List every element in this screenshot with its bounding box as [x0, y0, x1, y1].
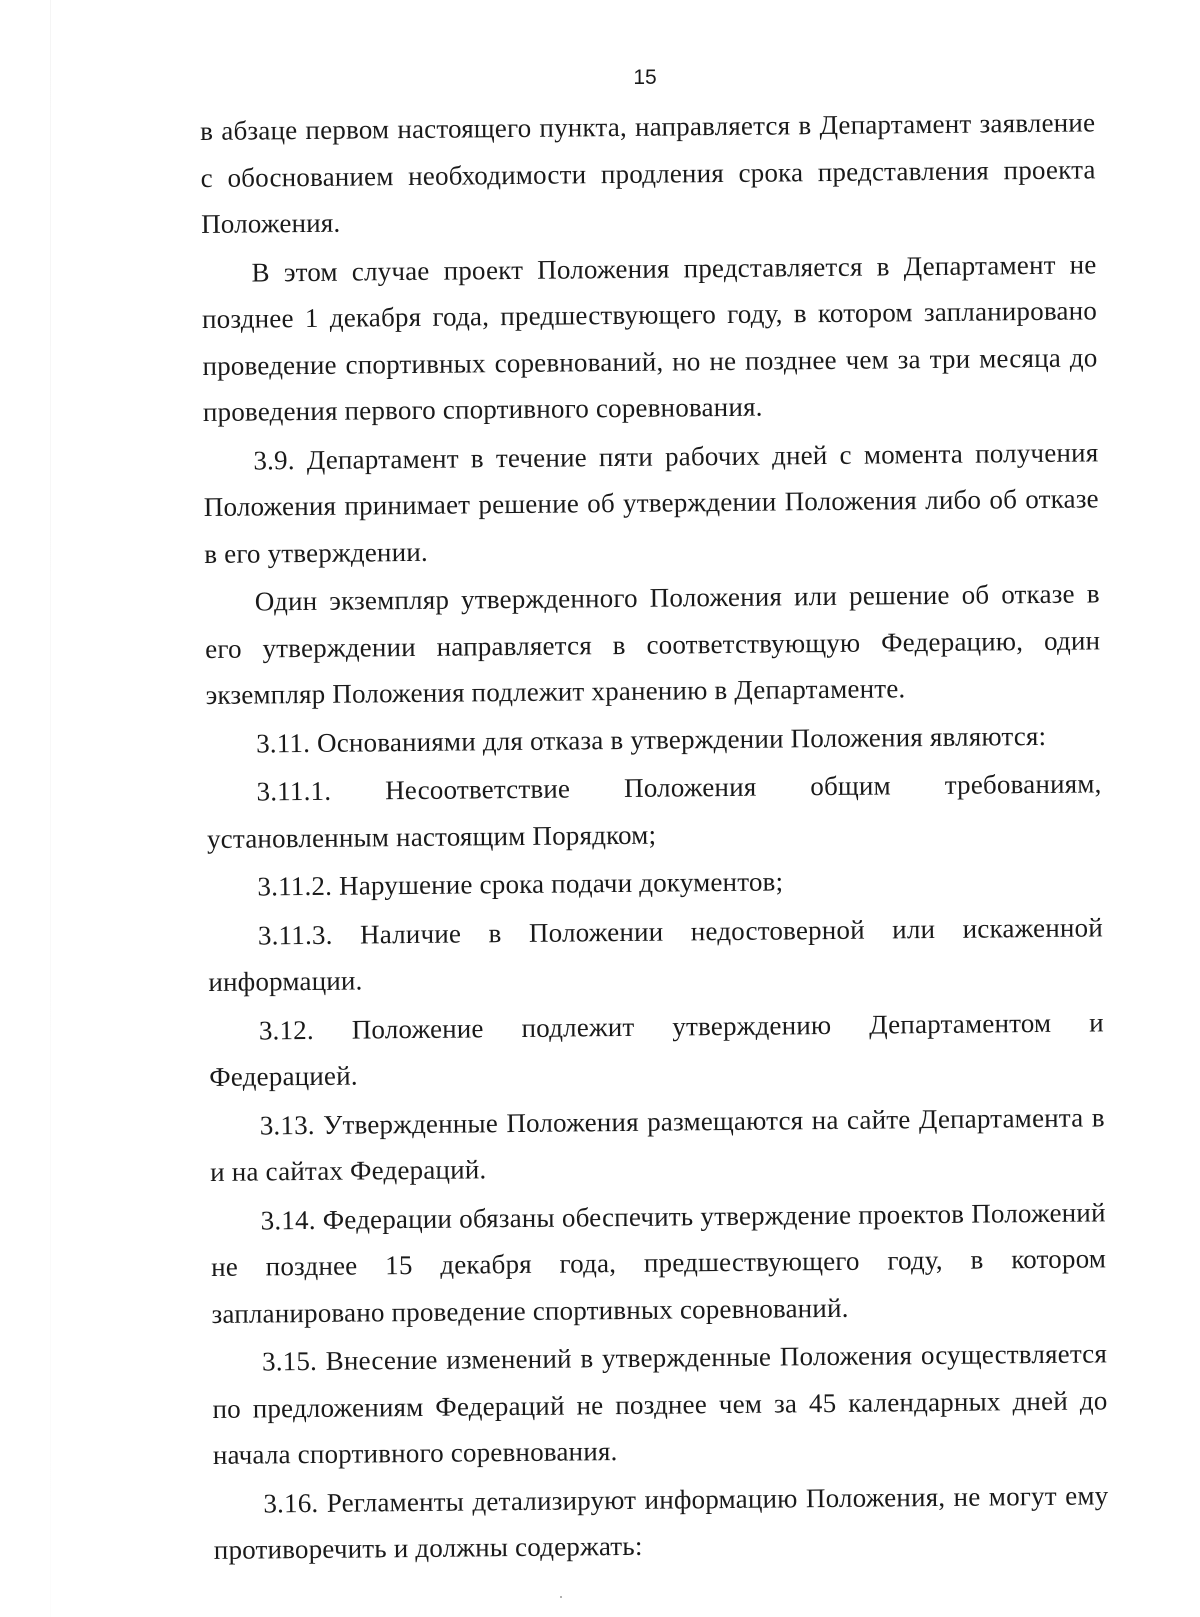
paragraph-3-11-2: 3.11.2. Нарушение срока подачи документов;: [257, 866, 784, 902]
paragraph-3-9: 3.9. Департамент в течение пяти рабочих дней с момента получения Положения принимает решение об утверждении Положения либо об отказе в его утверждении.: [203, 436, 1099, 569]
scan-speck: [560, 1596, 562, 1598]
paragraph-continuation: в абзаце первом настоящего пункта, направляется в Департамент заявление с обоснованием необходимости продления срока представления проекта Положения.: [200, 107, 1096, 239]
scan-edge-shadow: [50, 0, 51, 1617]
paragraph-3-13: 3.13. Утвержденные Положения размещаются на сайте Департамента в и на сайтах Федераций.: [210, 1101, 1105, 1187]
paragraph-3-14: 3.14. Федерации обязаны обеспечить утверждение проектов Положений не позднее 15 декабря года, предшествующего году, в котором запланировано проведение спортивных соревнований.: [210, 1196, 1107, 1329]
paragraph-deadline: В этом случае проект Положения представляется в Департамент не позднее 1 декабря года, предшествующего году, в котором запланировано проведение спортивных соревнований, но не позднее чем за три месяца до проведения первого спортивного соревнования.: [201, 248, 1098, 427]
paragraph-3-11-1: 3.11.1. Несоответствие Положения общим требованиям, установленным настоящим Порядком;: [206, 768, 1102, 854]
paragraph-3-11-3: 3.11.3. Наличие в Положении недостоверной или искаженной информации.: [208, 911, 1104, 997]
paragraph-3-16: 3.16. Регламенты детализируют информацию Положения, не могут ему противоречить и должны содержать:: [213, 1479, 1109, 1565]
paragraph-copy-sent: Один экземпляр утвержденного Положения или решение об отказе в его утверждении направляется в соответствующую Федерацию, один экземпляр Положения подлежит хранению в Департаменте.: [205, 578, 1101, 710]
paragraph-3-15: 3.15. Внесение изменений в утвержденные Положения осуществляется по предложениям Федераций не позднее чем за 45 календарных дней до начала спортивного соревнования.: [212, 1338, 1108, 1470]
paragraph-3-12: 3.12. Положение подлежит утверждению Департаментом и Федерацией.: [209, 1006, 1104, 1092]
document-body: [200, 99, 1109, 1573]
paragraph-3-11: 3.11. Основаниями для отказа в утверждении Положения являются:: [255, 720, 1047, 758]
page-number: 15: [633, 66, 657, 89]
